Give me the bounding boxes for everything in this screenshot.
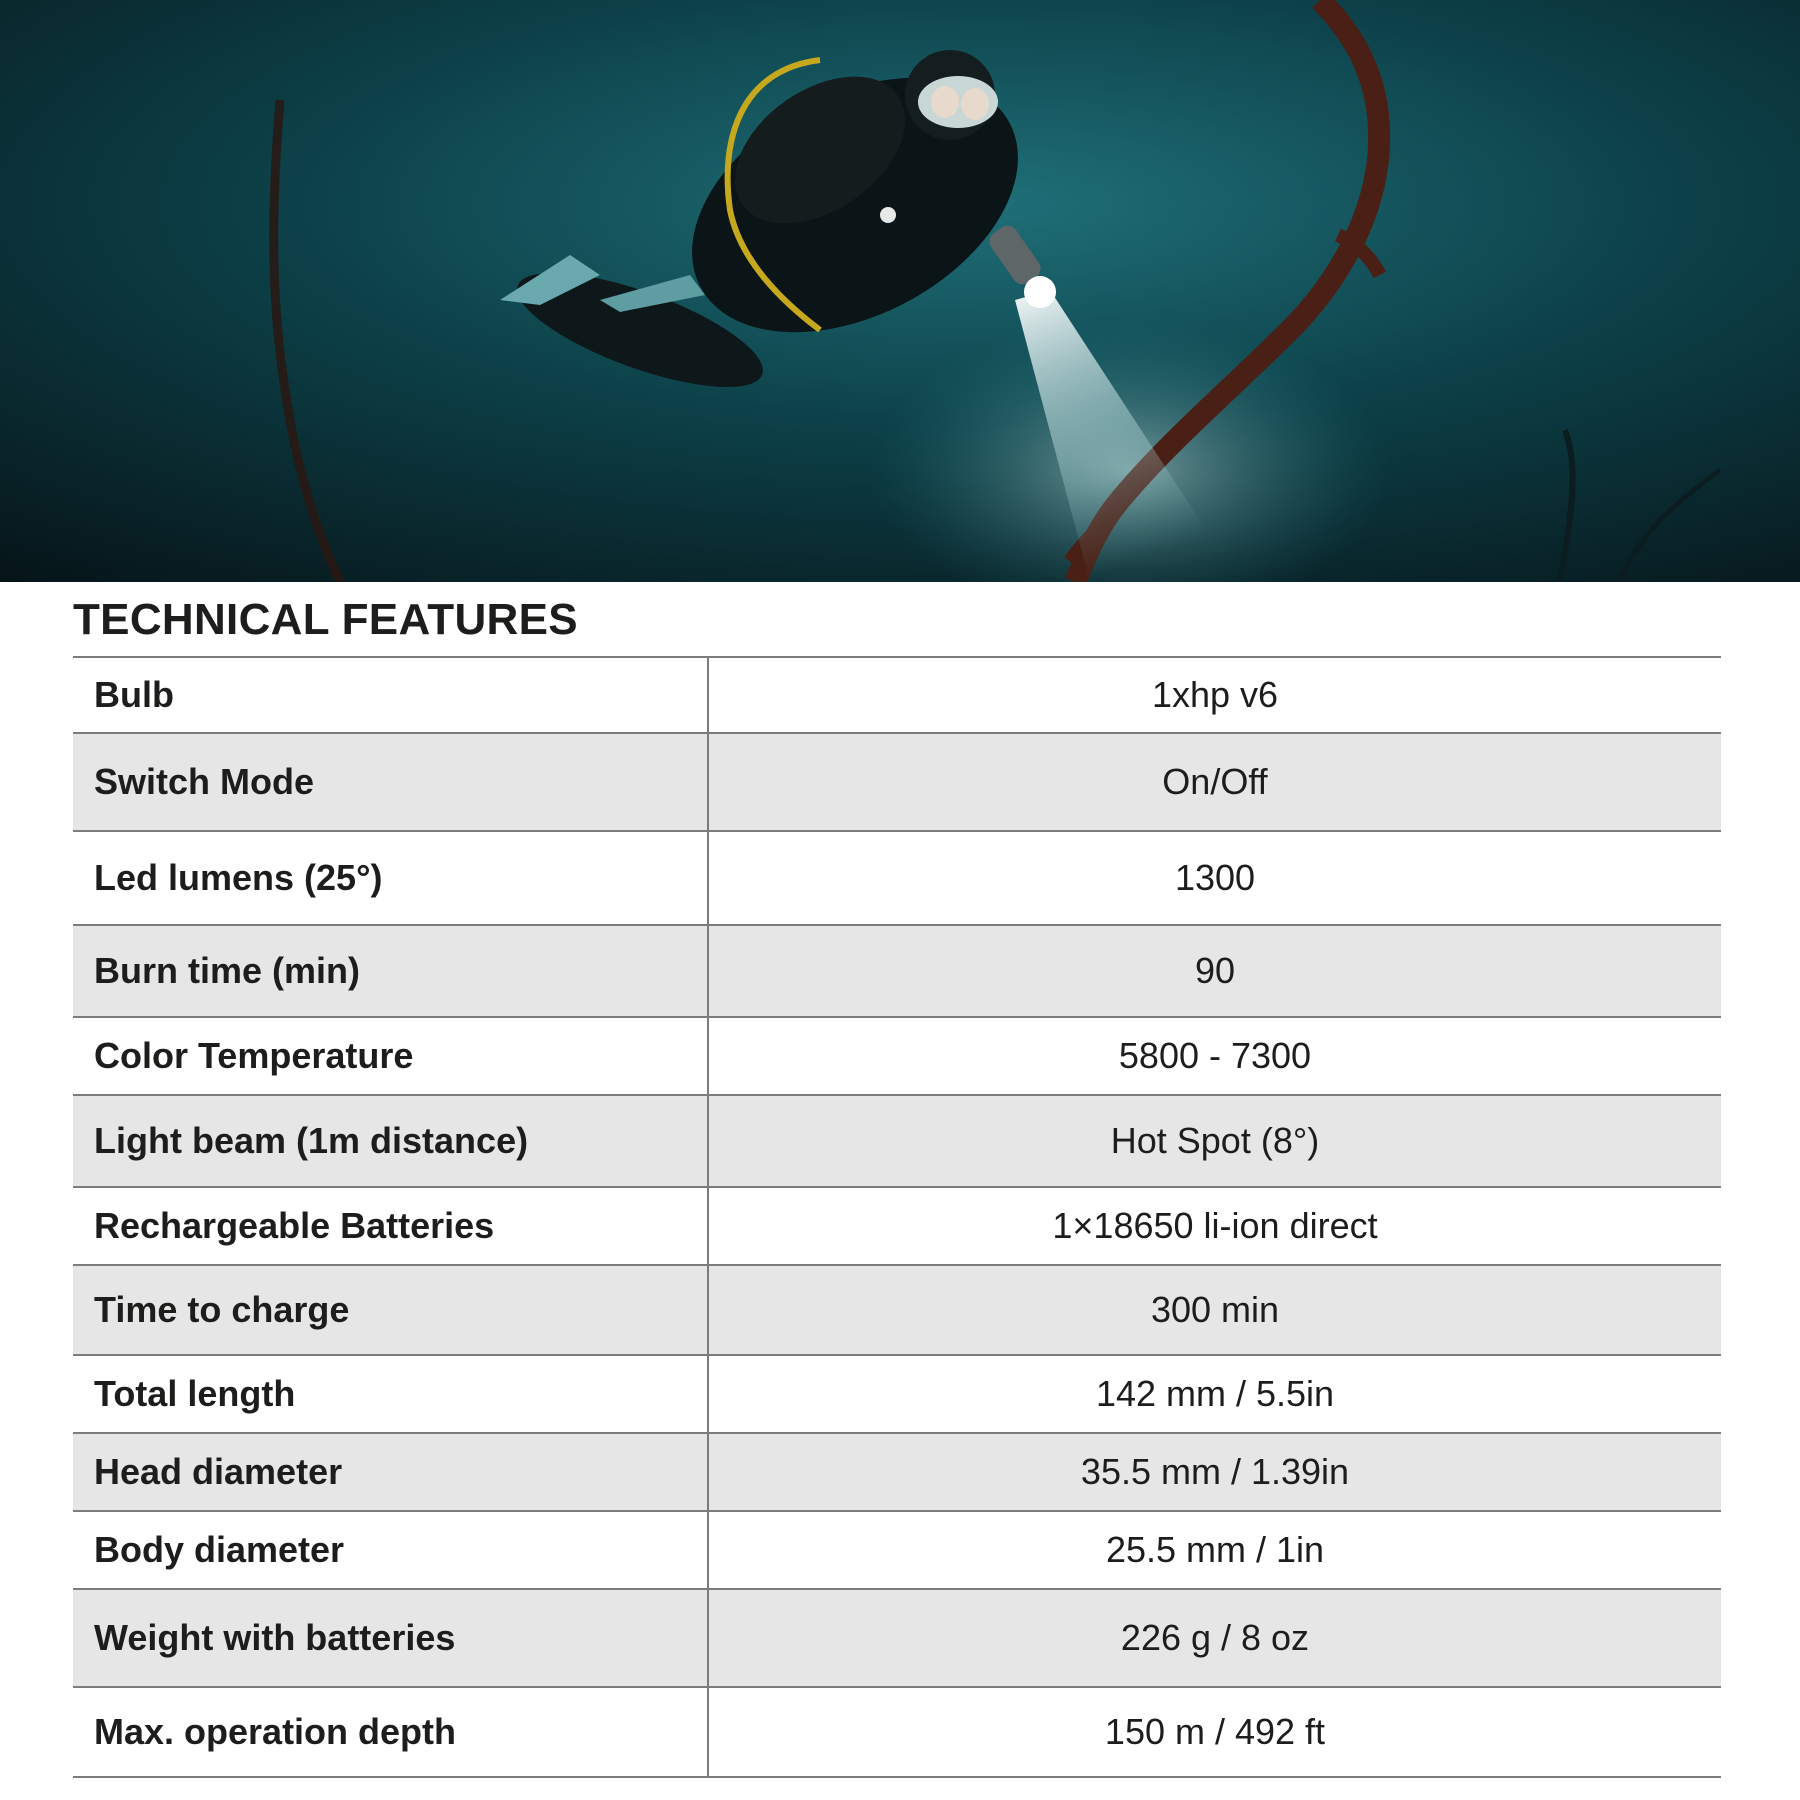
spec-label: Switch Mode (73, 733, 708, 831)
spec-row (73, 1187, 1721, 1265)
spec-label: Burn time (min) (73, 925, 708, 1017)
spec-value: 300 min (1150, 1289, 1280, 1330)
spec-value: 1×18650 li-ion direct (1052, 1205, 1378, 1246)
spec-label: Time to charge (73, 1265, 708, 1355)
spec-value: 5800 - 7300 (1118, 1035, 1312, 1076)
spec-row (73, 1017, 1721, 1095)
spec-value: 150 m / 492 ft (1104, 1711, 1326, 1752)
spec-row (73, 1265, 1721, 1355)
spec-value: Hot Spot (8°) (1110, 1120, 1320, 1161)
spec-row (73, 1355, 1721, 1433)
diver-illustration (0, 0, 1800, 582)
spec-value: 25.5 mm / 1in (1105, 1529, 1325, 1570)
spec-label: Total length (73, 1355, 708, 1433)
spec-label: Bulb (73, 657, 708, 733)
hero-photo (0, 0, 1800, 582)
spec-row (73, 733, 1721, 831)
spec-label: Head diameter (73, 1433, 708, 1511)
spec-row (73, 1511, 1721, 1589)
section-title: TECHNICAL FEATURES (73, 595, 578, 644)
spec-value: 90 (1194, 950, 1236, 991)
spec-row (73, 1095, 1721, 1187)
spec-value: 35.5 mm / 1.39in (1080, 1451, 1350, 1492)
spec-table-body (73, 657, 1721, 1777)
spec-row (73, 1433, 1721, 1511)
spec-table (73, 656, 1721, 1778)
spec-value: On/Off (1162, 761, 1268, 802)
spec-label: Weight with batteries (73, 1589, 708, 1687)
spec-label: Body diameter (73, 1511, 708, 1589)
spec-value: 142 mm / 5.5in (1095, 1373, 1335, 1414)
spec-value: 1xhp v6 (1151, 674, 1279, 715)
spec-row (73, 925, 1721, 1017)
spec-row (73, 831, 1721, 925)
spec-row (73, 1589, 1721, 1687)
spec-value: 226 g / 8 oz (1120, 1617, 1310, 1658)
spec-value: 1300 (1174, 857, 1256, 898)
spec-label: Color Temperature (73, 1017, 708, 1095)
spec-label: Rechargeable Batteries (73, 1187, 708, 1265)
spec-row (73, 657, 1721, 733)
spec-label: Max. operation depth (73, 1687, 708, 1777)
spec-label: Led lumens (25°) (73, 831, 708, 925)
spec-row (73, 1687, 1721, 1777)
spec-label: Light beam (1m distance) (73, 1095, 708, 1187)
